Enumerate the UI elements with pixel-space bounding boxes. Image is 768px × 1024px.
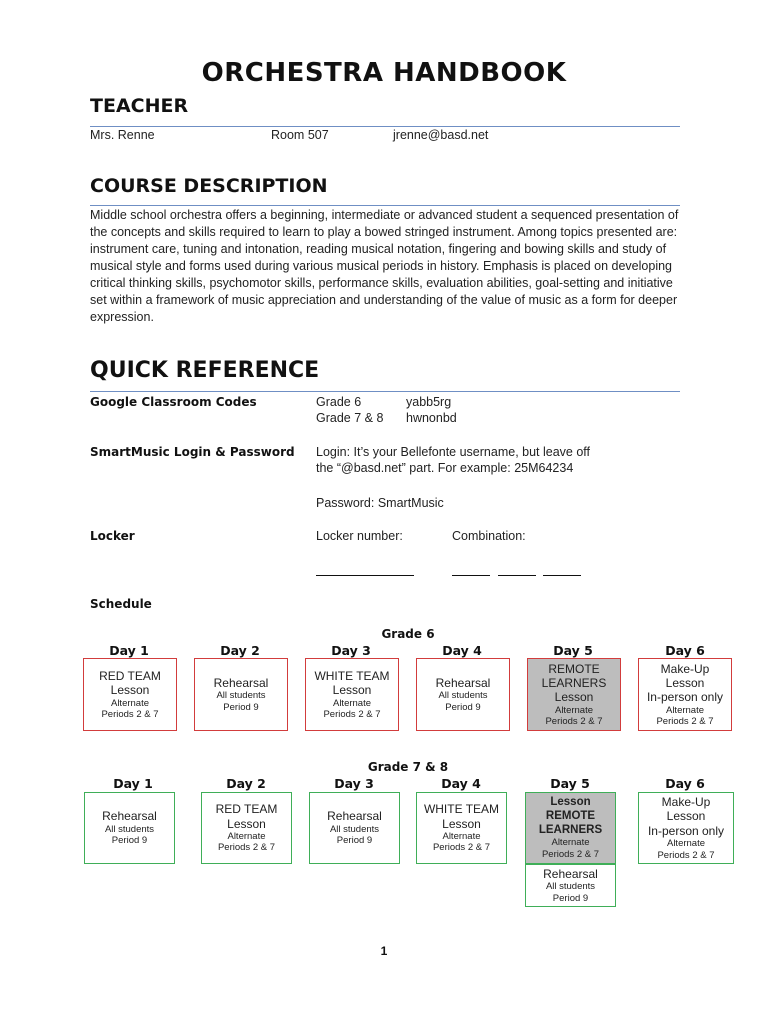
g78-day3-label: Day 3 <box>334 776 374 791</box>
grade78-schedule-title: Grade 7 & 8 <box>367 760 449 774</box>
combination-blank-2 <box>498 575 536 576</box>
course-heading: COURSE DESCRIPTION <box>90 175 328 197</box>
g78-day5-extra-box <box>525 864 616 907</box>
g78-day5-extra-small1: All students <box>545 881 596 893</box>
g6-day3-line2: Lesson <box>332 683 372 698</box>
g6-day1-small2: Periods 2 & 7 <box>101 708 159 720</box>
smartmusic-label: SmartMusic Login & Password <box>90 445 295 459</box>
g78-day5-bold3: LEARNERS <box>538 823 603 836</box>
g6-day1-small1: Alternate <box>110 697 150 709</box>
page-title: ORCHESTRA HANDBOOK <box>201 58 567 88</box>
g78-day5-extra-small2: Period 9 <box>552 892 589 904</box>
g6-day1-box <box>83 658 177 731</box>
grade6-code: yabb5rg <box>406 395 452 409</box>
g78-day3-line1: Rehearsal <box>327 809 382 824</box>
g78-day4-line1: WHITE TEAM <box>423 802 500 817</box>
g78-day6-label: Day 6 <box>665 776 705 791</box>
g6-day2-box <box>194 658 288 731</box>
g6-day1-label: Day 1 <box>109 643 149 658</box>
g6-day3-small2: Periods 2 & 7 <box>323 708 381 720</box>
g6-day5-label: Day 5 <box>553 643 593 658</box>
schedule-label: Schedule <box>90 597 152 611</box>
locker-number-blank <box>316 575 414 576</box>
g6-day5-line1: REMOTE <box>548 661 600 676</box>
g6-day1-line1: RED TEAM <box>99 668 161 683</box>
g78-day6-box <box>638 792 734 864</box>
g78-day6-line2: Lesson <box>666 809 706 824</box>
g6-day3-line1: WHITE TEAM <box>314 668 390 683</box>
g78-day1-line1: Rehearsal <box>102 809 157 824</box>
g78-day1-small1: All students <box>104 823 155 835</box>
g6-day2-line1: Rehearsal <box>213 675 269 690</box>
g78-day1-box <box>84 792 175 864</box>
g78-day1-small2: Period 9 <box>111 835 148 847</box>
quick-reference-rule <box>90 391 680 392</box>
g6-day6-line3: In-person only <box>646 690 724 705</box>
grade6-schedule-title: Grade 6 <box>381 627 435 641</box>
g78-day2-label: Day 2 <box>226 776 266 791</box>
locker-number-label: Locker number: <box>316 529 403 543</box>
course-description: Middle school orchestra offers a beginning, intermediate or advanced student a sequenced presentation of the concepts and skills required to learn to play a bowed stringed instrument. Among topics presented are: instrument care, tuning and intonation, reading musical notation, fingering and bowing skills and study of musical style and forms used during various musical periods in history. Emphasis is placed on developing critical thinking skills, psychomotor skills, performance skills, evaluation abilities, goal-setting and initiative set within a framework of music appreciation and understanding of the value of music as a form for deeper expression. <box>90 208 679 324</box>
g6-day6-box <box>638 658 732 731</box>
g6-day3-label: Day 3 <box>331 643 371 658</box>
teacher-email: jrenne@basd.net <box>393 128 489 142</box>
smartmusic-login-line2: the “@basd.net” part. For example: 25M64234 <box>316 461 574 475</box>
g78-day4-box <box>416 792 507 864</box>
g6-day2-small2: Period 9 <box>223 701 259 713</box>
g6-day6-small1: Alternate <box>665 704 705 716</box>
g6-day5-line3: Lesson <box>554 690 594 705</box>
g78-day2-small1: Alternate <box>227 831 266 842</box>
g78-day2-box <box>201 792 292 864</box>
g78-day5-extra-line1: Rehearsal <box>543 866 598 881</box>
g78-day4-small2: Periods 2 & 7 <box>432 842 491 854</box>
g6-day5-small2: Periods 2 & 7 <box>545 716 603 728</box>
g6-day6-label: Day 6 <box>665 643 705 658</box>
g6-day2-label: Day 2 <box>220 643 260 658</box>
g6-day5-line2: LEARNERS <box>541 675 607 690</box>
g78-day4-line2: Lesson <box>442 816 481 831</box>
g78-day6-line3: In-person only <box>647 823 725 838</box>
g78-day5-bold2: REMOTE <box>545 809 596 822</box>
g6-day5-small1: Alternate <box>554 704 594 716</box>
locker-label: Locker <box>90 529 135 543</box>
g78-day2-line2: Lesson <box>227 816 266 831</box>
smartmusic-login-line1: Login: It’s your Bellefonte username, but leave off <box>316 445 591 459</box>
page-number: 1 <box>380 944 388 958</box>
g78-day5-small2: Periods 2 & 7 <box>541 848 600 860</box>
g78-day4-label: Day 4 <box>441 776 481 791</box>
g6-day4-label: Day 4 <box>442 643 482 658</box>
g6-day4-small2: Period 9 <box>445 701 481 713</box>
g78-day4-small1: Alternate <box>442 831 481 842</box>
g78-day6-small1: Alternate <box>666 838 706 850</box>
g6-day1-line2: Lesson <box>110 683 150 698</box>
g78-day3-small2: Period 9 <box>336 835 373 847</box>
grade78-label: Grade 7 & 8 <box>316 411 384 425</box>
g78-day3-small1: All students <box>329 823 380 835</box>
teacher-heading: TEACHER <box>90 95 189 117</box>
teacher-rule <box>90 126 680 127</box>
g78-day5-bold1: Lesson <box>550 795 591 808</box>
classroom-codes-label: Google Classroom Codes <box>90 395 257 409</box>
g6-day3-box <box>305 658 399 731</box>
g78-day5-small1: Alternate <box>551 837 590 849</box>
g78-day5-label: Day 5 <box>550 776 590 791</box>
g6-day6-small2: Periods 2 & 7 <box>656 716 714 728</box>
g78-day1-label: Day 1 <box>113 776 153 791</box>
teacher-name: Mrs. Renne <box>90 128 155 142</box>
g6-day3-small1: Alternate <box>332 697 372 709</box>
g6-day2-small1: All students <box>216 690 266 702</box>
g6-day4-box <box>416 658 510 731</box>
g78-day2-small2: Periods 2 & 7 <box>217 842 276 854</box>
g78-day3-box <box>309 792 400 864</box>
combination-blank-1 <box>452 575 490 576</box>
g6-day4-small1: All students <box>438 690 488 702</box>
combination-label: Combination: <box>452 529 526 543</box>
teacher-room: Room 507 <box>271 128 329 142</box>
g6-day6-line2: Lesson <box>665 675 705 690</box>
combination-blank-3 <box>543 575 581 576</box>
quick-reference-heading: QUICK REFERENCE <box>90 358 320 383</box>
grade6-label: Grade 6 <box>316 395 362 409</box>
course-rule <box>90 205 680 206</box>
smartmusic-password: Password: SmartMusic <box>316 496 444 510</box>
g78-day2-line1: RED TEAM <box>215 802 278 817</box>
g6-day5-box <box>527 658 621 731</box>
g6-day4-line1: Rehearsal <box>435 675 491 690</box>
g78-day6-line1: Make-Up <box>661 795 711 810</box>
grade78-code: hwnonbd <box>406 411 457 425</box>
g78-day6-small2: Periods 2 & 7 <box>657 849 715 861</box>
g78-day5-box <box>525 792 616 864</box>
g6-day6-line1: Make-Up <box>660 661 710 676</box>
